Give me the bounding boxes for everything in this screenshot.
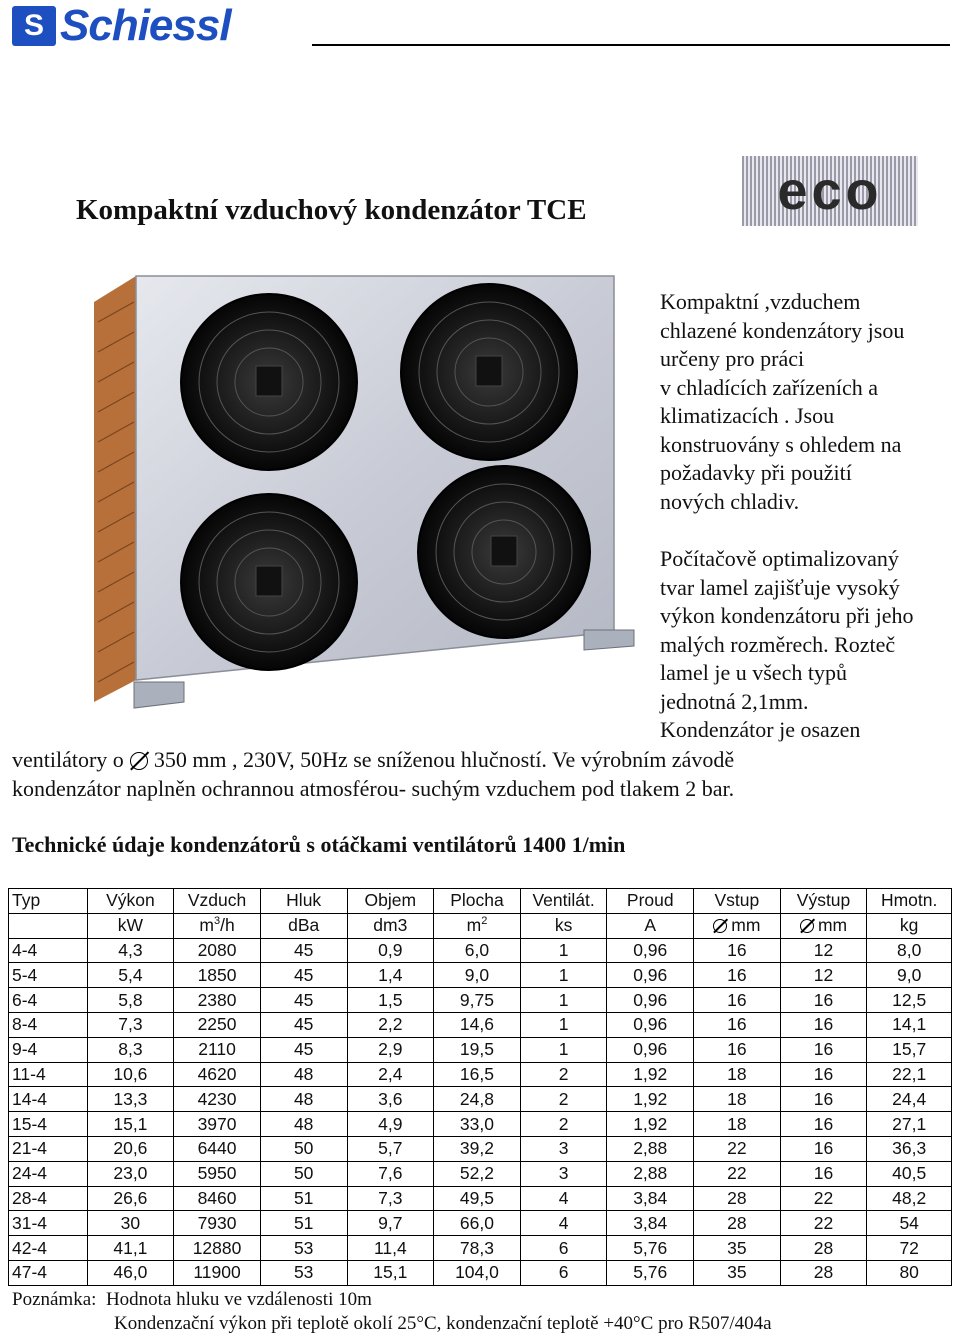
table-cell: 5,76 — [607, 1236, 694, 1261]
table-cell: 49,5 — [434, 1186, 521, 1211]
type-cell: 28-4 — [9, 1186, 88, 1211]
table-cell: 16 — [780, 1012, 867, 1037]
table-cell: 16 — [780, 1062, 867, 1087]
table-cell: 0,96 — [607, 1012, 694, 1037]
table-cell: 2,4 — [347, 1062, 434, 1087]
table-cell: 104,0 — [434, 1260, 521, 1285]
table-cell: 11,4 — [347, 1236, 434, 1261]
col-header: Objem — [347, 889, 434, 914]
table-cell: 10,6 — [87, 1062, 174, 1087]
table-cell: 15,7 — [867, 1037, 952, 1062]
table-cell: 2 — [520, 1062, 607, 1087]
intro-line: nových chladiv. — [660, 488, 800, 514]
table-cell: 4 — [520, 1186, 607, 1211]
table-row — [9, 938, 952, 963]
table-cell: 24,4 — [867, 1087, 952, 1112]
table-cell: 9,75 — [434, 988, 521, 1013]
col-header: Vstup — [694, 889, 781, 914]
table-cell: 23,0 — [87, 1161, 174, 1186]
type-cell: 42-4 — [9, 1236, 88, 1261]
unit-cell: mm — [694, 913, 781, 938]
table-cell: 78,3 — [434, 1236, 521, 1261]
table-cell: 8,3 — [87, 1037, 174, 1062]
table-cell: 2250 — [174, 1012, 261, 1037]
table-cell: 13,3 — [87, 1087, 174, 1112]
table-cell: 16 — [780, 1087, 867, 1112]
table-cell: 48 — [260, 1087, 347, 1112]
table-cell: 1 — [520, 1037, 607, 1062]
copper-coil — [94, 276, 136, 702]
intro-line: konstruovány s ohledem na — [660, 431, 902, 457]
table-cell: 11900 — [174, 1260, 261, 1285]
spec-table-body — [9, 938, 952, 1285]
note-label: Poznámka: — [12, 1289, 97, 1310]
table-cell: 33,0 — [434, 1112, 521, 1137]
fan-bottom-right — [418, 466, 590, 638]
table-cell: 2,88 — [607, 1136, 694, 1161]
table-cell: 0,96 — [607, 1037, 694, 1062]
col-header: Výkon — [87, 889, 174, 914]
table-cell: 6440 — [174, 1136, 261, 1161]
unit-cell: dBa — [260, 913, 347, 938]
table-cell: 50 — [260, 1136, 347, 1161]
note-line2: Kondenzační výkon při teplotě okolí 25°C, kondenzační teplotě +40°C pro R507/404a — [114, 1313, 772, 1334]
table-cell: 3 — [520, 1136, 607, 1161]
table-cell: 12,5 — [867, 988, 952, 1013]
table-cell: 27,1 — [867, 1112, 952, 1137]
table-cell: 3 — [520, 1161, 607, 1186]
detail-line: Kondenzátor je osazen — [660, 717, 861, 742]
table-cell: 5,76 — [607, 1260, 694, 1285]
table-cell: 2,2 — [347, 1012, 434, 1037]
diameter-icon — [713, 919, 727, 933]
table-row — [9, 1012, 952, 1037]
table-cell: 3970 — [174, 1112, 261, 1137]
intro-line: klimatizacích . Jsou — [660, 403, 835, 428]
table-cell: 66,0 — [434, 1211, 521, 1236]
table-cell: 16 — [694, 988, 781, 1013]
table-cell: 19,5 — [434, 1037, 521, 1062]
leg-left — [134, 682, 184, 708]
table-cell: 2 — [520, 1087, 607, 1112]
table-cell: 2080 — [174, 938, 261, 963]
table-cell: 2,9 — [347, 1037, 434, 1062]
detail-line: jednotná 2,1mm. — [660, 688, 809, 714]
table-cell: 0,96 — [607, 963, 694, 988]
table-cell: 7,3 — [87, 1012, 174, 1037]
leg-right — [584, 630, 634, 650]
table-row — [9, 1062, 952, 1087]
table-row — [9, 1260, 952, 1285]
table-cell: 24,8 — [434, 1087, 521, 1112]
table-cell: 20,6 — [87, 1136, 174, 1161]
detail-line: malých rozměrech. Rozteč — [660, 631, 896, 657]
table-cell: 28 — [694, 1211, 781, 1236]
col-header: Hmotn. — [867, 889, 952, 914]
table-cell: 16 — [780, 1037, 867, 1062]
table-cell: 16 — [780, 1112, 867, 1137]
table-cell: 28 — [780, 1260, 867, 1285]
table-cell: 3,84 — [607, 1186, 694, 1211]
table-cell: 1,92 — [607, 1062, 694, 1087]
fan-top-right — [401, 284, 577, 460]
unit-cell: kg — [867, 913, 952, 938]
table-row — [9, 1037, 952, 1062]
table-cell: 5950 — [174, 1161, 261, 1186]
type-cell: 31-4 — [9, 1211, 88, 1236]
type-cell: 5-4 — [9, 963, 88, 988]
table-cell: 12 — [780, 963, 867, 988]
table-cell: 45 — [260, 1037, 347, 1062]
type-cell: 6-4 — [9, 988, 88, 1013]
table-cell: 50 — [260, 1161, 347, 1186]
unit-cell: ks — [520, 913, 607, 938]
table-cell: 7930 — [174, 1211, 261, 1236]
table-cell: 35 — [694, 1236, 781, 1261]
fan-line-rest: 350 mm , 230V, 50Hz se sníženou hlučností. Ve výrobním závodě — [153, 747, 735, 772]
table-row — [9, 1236, 952, 1261]
table-cell: 3,84 — [607, 1211, 694, 1236]
table-cell: 16 — [780, 988, 867, 1013]
table-cell: 16 — [694, 963, 781, 988]
table-cell: 1,92 — [607, 1087, 694, 1112]
fan-top-left — [181, 294, 357, 470]
unit-cell: mm — [780, 913, 867, 938]
table-cell: 7,3 — [347, 1186, 434, 1211]
table-cell: 5,7 — [347, 1136, 434, 1161]
spec-table — [8, 888, 952, 1286]
table-cell: 45 — [260, 1012, 347, 1037]
table-cell: 28 — [780, 1236, 867, 1261]
table-cell: 9,0 — [434, 963, 521, 988]
unit-cell: dm3 — [347, 913, 434, 938]
table-cell: 18 — [694, 1112, 781, 1137]
table-row — [9, 1087, 952, 1112]
table-cell: 48,2 — [867, 1186, 952, 1211]
table-cell: 0,96 — [607, 988, 694, 1013]
fan-bottom-left — [181, 494, 357, 670]
table-cell: 53 — [260, 1260, 347, 1285]
table-cell: 1 — [520, 938, 607, 963]
units-row — [9, 913, 952, 938]
table-cell: 26,6 — [87, 1186, 174, 1211]
schiessl-logo-wordmark: Schiessl — [60, 1, 231, 50]
table-cell: 2110 — [174, 1037, 261, 1062]
table-row — [9, 1186, 952, 1211]
table-cell: 52,2 — [434, 1161, 521, 1186]
unit-cell: kW — [87, 913, 174, 938]
schiessl-logo-mark: S — [12, 6, 56, 46]
diameter-icon — [130, 752, 148, 770]
fan-line-prefix: ventilátory o — [12, 747, 124, 772]
table-row — [9, 1211, 952, 1236]
table-cell: 80 — [867, 1260, 952, 1285]
table-cell: 39,2 — [434, 1136, 521, 1161]
detail-paragraph — [660, 545, 914, 745]
tech-data-heading: Technické údaje kondenzátorů s otáčkami ventilátorů 1400 1/min — [12, 832, 626, 857]
table-cell: 41,1 — [87, 1236, 174, 1261]
header-row — [9, 889, 952, 914]
table-cell: 54 — [867, 1211, 952, 1236]
intro-line: Kompaktní ,vzduchem — [660, 289, 861, 314]
fill-line: kondenzátor naplněn ochrannou atmosférou- suchým vzduchem pod tlakem 2 bar. — [12, 775, 735, 801]
table-cell: 18 — [694, 1062, 781, 1087]
table-cell: 4,3 — [87, 938, 174, 963]
type-cell: 4-4 — [9, 938, 88, 963]
table-cell: 0,9 — [347, 938, 434, 963]
type-cell: 21-4 — [9, 1136, 88, 1161]
table-cell: 12 — [780, 938, 867, 963]
note — [12, 1289, 372, 1311]
table-cell: 15,1 — [87, 1112, 174, 1137]
intro-line: v chladících zařízeních a — [660, 374, 879, 400]
unit-cell: A — [607, 913, 694, 938]
table-row — [9, 1136, 952, 1161]
table-cell: 30 — [87, 1211, 174, 1236]
col-header: Plocha — [434, 889, 521, 914]
table-cell: 1 — [520, 1012, 607, 1037]
type-cell: 47-4 — [9, 1260, 88, 1285]
table-cell: 48 — [260, 1062, 347, 1087]
table-cell: 16 — [694, 1037, 781, 1062]
table-cell: 1,4 — [347, 963, 434, 988]
type-cell: 11-4 — [9, 1062, 88, 1087]
table-cell: 4620 — [174, 1062, 261, 1087]
table-cell: 6 — [520, 1260, 607, 1285]
eco-logo-text: eco — [777, 161, 883, 221]
table-cell: 18 — [694, 1087, 781, 1112]
table-cell: 28 — [694, 1186, 781, 1211]
table-cell: 2380 — [174, 988, 261, 1013]
page-title: Kompaktní vzduchový kondenzátor TCE — [76, 194, 587, 226]
table-cell: 6,0 — [434, 938, 521, 963]
table-row — [9, 963, 952, 988]
col-header: Proud — [607, 889, 694, 914]
table-cell: 36,3 — [867, 1136, 952, 1161]
table-cell: 3,6 — [347, 1087, 434, 1112]
table-cell: 16 — [780, 1136, 867, 1161]
table-cell: 4 — [520, 1211, 607, 1236]
intro-line: určeny pro práci — [660, 346, 805, 371]
table-cell: 51 — [260, 1186, 347, 1211]
col-header: Typ — [9, 889, 88, 914]
product-image — [74, 262, 654, 726]
table-cell: 5,8 — [87, 988, 174, 1013]
table-cell: 8,0 — [867, 938, 952, 963]
table-cell: 22 — [694, 1136, 781, 1161]
intro-line: požadavky při použití — [660, 460, 852, 485]
table-cell: 1,5 — [347, 988, 434, 1013]
table-cell: 4,9 — [347, 1112, 434, 1137]
fan-paragraph — [12, 746, 734, 803]
table-cell: 14,6 — [434, 1012, 521, 1037]
table-cell: 12880 — [174, 1236, 261, 1261]
table-cell: 1 — [520, 963, 607, 988]
table-cell: 22 — [780, 1211, 867, 1236]
table-row — [9, 988, 952, 1013]
type-cell: 14-4 — [9, 1087, 88, 1112]
table-cell: 16,5 — [434, 1062, 521, 1087]
table-cell: 1850 — [174, 963, 261, 988]
table-cell: 51 — [260, 1211, 347, 1236]
table-cell: 6 — [520, 1236, 607, 1261]
table-cell: 2 — [520, 1112, 607, 1137]
intro-paragraph — [660, 288, 904, 516]
table-cell: 72 — [867, 1236, 952, 1261]
table-cell: 45 — [260, 963, 347, 988]
type-cell: 24-4 — [9, 1161, 88, 1186]
col-header: Výstup — [780, 889, 867, 914]
table-cell: 2,88 — [607, 1161, 694, 1186]
col-header: Vzduch — [174, 889, 261, 914]
table-cell: 9,7 — [347, 1211, 434, 1236]
table-cell: 0,96 — [607, 938, 694, 963]
table-cell: 22,1 — [867, 1062, 952, 1087]
table-row — [9, 1112, 952, 1137]
table-cell: 5,4 — [87, 963, 174, 988]
type-cell: 8-4 — [9, 1012, 88, 1037]
unit-cell-empty — [9, 913, 88, 938]
eco-logo — [742, 156, 918, 226]
detail-line: Počítačově optimalizovaný — [660, 546, 899, 571]
table-cell: 4230 — [174, 1087, 261, 1112]
table-cell: 1 — [520, 988, 607, 1013]
header-rule — [312, 44, 950, 46]
type-cell: 15-4 — [9, 1112, 88, 1137]
table-cell: 16 — [780, 1161, 867, 1186]
intro-line: chlazené kondenzátory jsou — [660, 317, 905, 343]
fan-line — [12, 746, 734, 775]
table-cell: 45 — [260, 988, 347, 1013]
table-row — [9, 1161, 952, 1186]
table-cell: 16 — [694, 1012, 781, 1037]
table-cell: 40,5 — [867, 1161, 952, 1186]
table-cell: 7,6 — [347, 1161, 434, 1186]
table-cell: 22 — [780, 1186, 867, 1211]
table-cell: 46,0 — [87, 1260, 174, 1285]
detail-line: tvar lamel zajišťuje vysoký — [660, 574, 900, 600]
detail-line: výkon kondenzátoru při jeho — [660, 603, 914, 628]
table-cell: 8460 — [174, 1186, 261, 1211]
table-cell: 22 — [694, 1161, 781, 1186]
table-cell: 48 — [260, 1112, 347, 1137]
table-cell: 53 — [260, 1236, 347, 1261]
schiessl-logo — [12, 1, 231, 50]
col-header: Ventilát. — [520, 889, 607, 914]
unit-cell: $m^3/h$ — [174, 913, 261, 938]
col-header: Hluk — [260, 889, 347, 914]
table-cell: 16 — [694, 938, 781, 963]
table-cell: 35 — [694, 1260, 781, 1285]
unit-cell: $m^2$ — [434, 913, 521, 938]
table-cell: 14,1 — [867, 1012, 952, 1037]
table-cell: 45 — [260, 938, 347, 963]
table-cell: 1,92 — [607, 1112, 694, 1137]
detail-line: lamel je u všech typů — [660, 660, 847, 685]
type-cell: 9-4 — [9, 1037, 88, 1062]
note-line1: Hodnota hluku ve vzdálenosti 10m — [105, 1289, 372, 1310]
table-cell: 15,1 — [347, 1260, 434, 1285]
table-cell: 9,0 — [867, 963, 952, 988]
diameter-icon — [800, 919, 814, 933]
